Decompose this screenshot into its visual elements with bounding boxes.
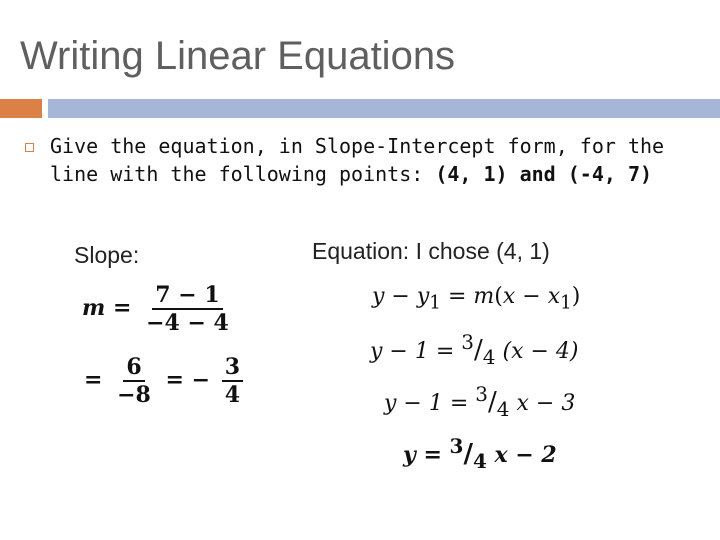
ps-open-paren: ( [494,284,503,309]
ps-y1: y [416,284,430,309]
ps-minus-1: − [384,284,417,309]
step1-slope-num: 3 [461,330,474,354]
final-slope-den: 4 [472,449,487,473]
ps-m: m [473,284,495,309]
simplified-equals-1: = [84,367,103,393]
step1-rhs: (x − 4) [495,339,579,364]
slope-simplified [84,354,247,408]
frac2-numerator: 6 [123,354,144,382]
final-rhs: x − 2 [486,442,557,468]
equation-label: Equation: I chose (4, 1) [312,238,550,264]
final-lhs: y = [403,442,450,468]
final-slope: $^3/_4$ [449,434,487,473]
equation-step-1 [370,330,578,369]
ps-close-paren: ) [571,284,581,309]
bullet-points: (4, 1) and (-4, 7) [435,162,653,186]
frac1-denominator: −4 − 4 [146,310,229,336]
slope-equals: = [112,295,132,321]
frac2-denominator: −8 [117,382,151,408]
title-underline-bar [48,99,720,118]
bullet-text-main: Give the equation, in Slope-Intercept form, for the line with the following points: [50,134,665,186]
bullet-text [50,132,710,188]
ps-x1: x [547,284,561,309]
ps-y1-sub: 1 [429,292,441,314]
ps-x1-sub: 1 [560,292,572,314]
step1-slope: $^3/_4$ [461,330,496,369]
step2-rhs: x − 3 [509,391,576,416]
frac3-denominator: 4 [224,382,241,408]
step2-slope-den: 4 [496,397,510,421]
ps-x: x [502,284,516,309]
step2-lhs: y − 1 = [384,391,476,416]
ps-y: y [372,284,385,309]
square-bullet-icon [25,143,34,152]
slope-m: m [82,295,106,321]
step1-lhs: y − 1 = [370,339,462,364]
frac3-numerator: 3 [222,354,243,382]
step1-slope-den: 4 [482,345,496,369]
frac1-numerator: 7 − 1 [152,282,222,310]
ps-equals: = [440,284,474,309]
equation-step-2 [384,382,575,421]
slope-label: Slope: [74,242,140,268]
ps-minus-2: − [515,284,548,309]
title-accent-bar [0,99,42,118]
simplified-equals-2: = [165,367,184,393]
slope-fraction-3 [222,354,243,408]
slide-title: Writing Linear Equations [20,34,456,78]
simplified-minus: − [191,367,211,393]
slope-formula [82,282,236,336]
final-slope-num: 3 [449,434,464,458]
final-equation [403,434,557,473]
step2-slope: $^3/_4$ [475,382,510,421]
step2-slope-num: 3 [475,382,488,406]
point-slope-formula [372,284,580,313]
slope-fraction-1 [143,282,232,336]
slope-fraction-2 [114,354,154,408]
